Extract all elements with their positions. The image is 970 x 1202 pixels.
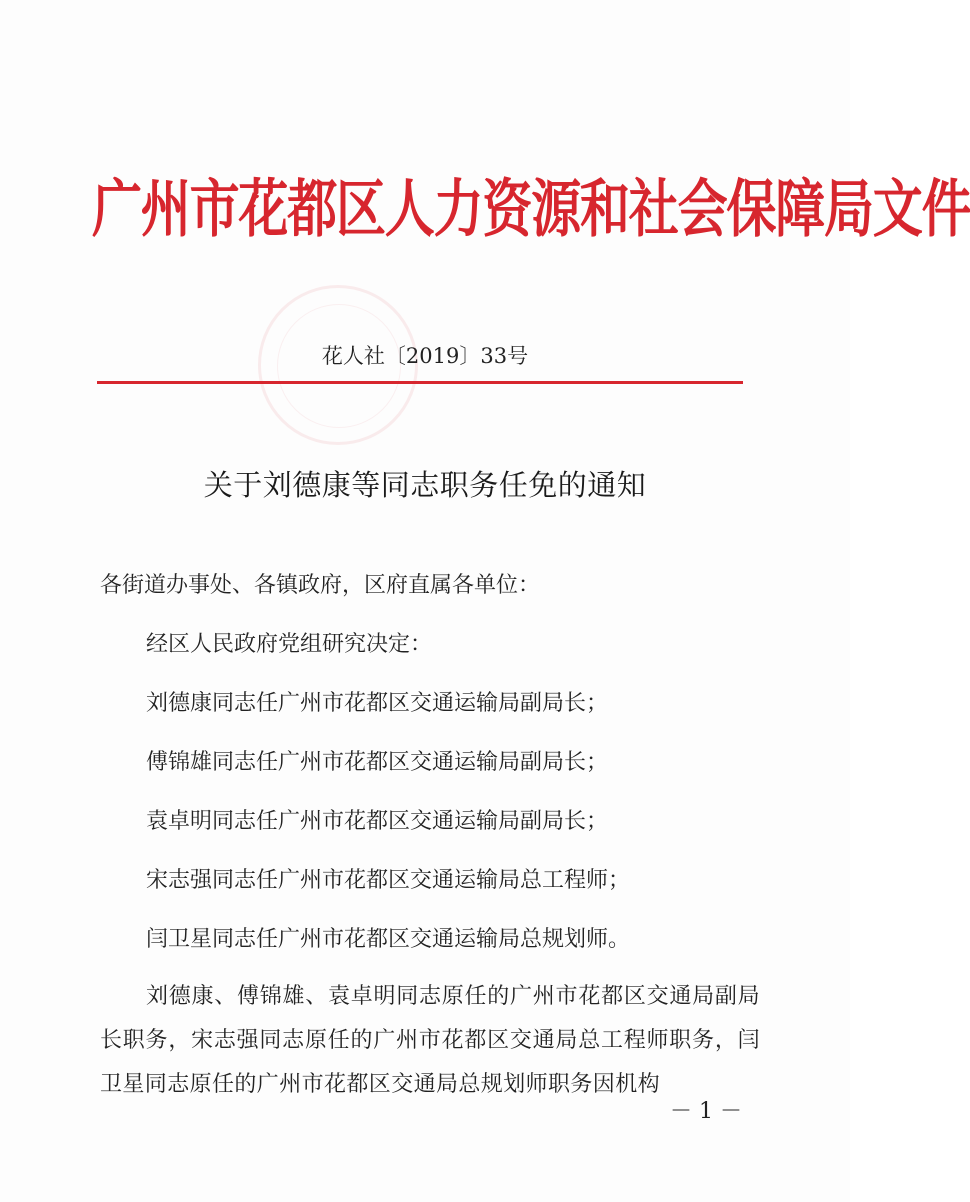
notice-title: 关于刘德康等同志职务任免的通知	[203, 468, 647, 502]
red-divider-line	[97, 381, 743, 384]
notice-body	[100, 564, 760, 1107]
removal-paragraph: 刘德康、傅锦雄、袁卓明同志原任的广州市花都区交通局副局长职务，宋志强同志原任的广州市花都区交通局总工程师职务，闫卫星同志原任的广州市花都区交通局总规划师职务因机构	[100, 984, 760, 1097]
appointment-item: 袁卓明同志任广州市花都区交通运输局副局长；	[146, 809, 609, 834]
page-number: － 1 －	[670, 1099, 742, 1124]
appointment-item: 宋志强同志任广州市花都区交通运输局总工程师；	[146, 868, 631, 893]
appointment-item: 傅锦雄同志任广州市花都区交通运输局副局长；	[146, 750, 609, 775]
decision-intro: 经区人民政府党组研究决定：	[146, 632, 433, 657]
appointment-item: 刘德康同志任广州市花都区交通运输局副局长；	[146, 691, 609, 716]
document-number: 花人社〔2019〕33号	[321, 344, 529, 368]
appointment-item: 闫卫星同志任广州市花都区交通运输局总规划师。	[146, 927, 631, 952]
salutation: 各街道办事处、各镇政府，区府直属各单位：	[100, 573, 541, 598]
issuing-authority-header: 广州市花都区人力资源和社会保障局文件	[92, 172, 970, 246]
